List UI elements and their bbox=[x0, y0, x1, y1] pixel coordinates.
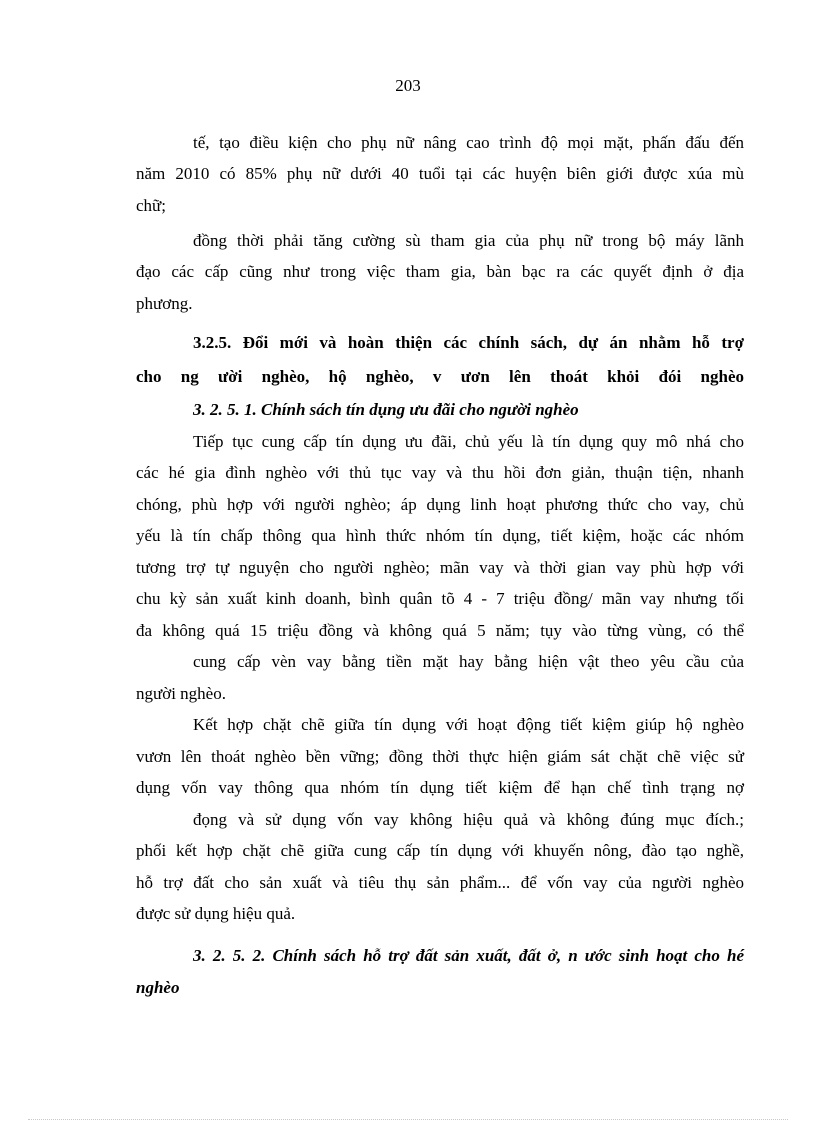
text-line: yếu là tín chấp thông qua hình thức nhóm tín dụng, tiết kiệm, hoặc các nhóm bbox=[136, 526, 744, 545]
subsection-heading: 3. 2. 5. 1. Chính sách tín dụng ưu đãi cho người nghèo bbox=[193, 400, 579, 419]
text-line: tương trợ tự nguyện cho người nghèo; mãn vay và thời gian vay phù hợp với bbox=[136, 558, 744, 577]
text-line: đồng thời phải tăng cường sù tham gia của phụ nữ trong bộ máy lãnh bbox=[193, 231, 744, 250]
text-line: hỗ trợ đất cho sản xuất và tiêu thụ sản phẩm... để vốn vay của người nghèo bbox=[136, 873, 744, 892]
text-line: năm 2010 có 85% phụ nữ dưới 40 tuổi tại các huyện biên giới được xúa mù bbox=[136, 164, 744, 183]
text-line: cung cấp vèn vay bằng tiền mặt hay bằng hiện vật theo yêu cầu của bbox=[193, 652, 744, 671]
text-line: phương. bbox=[136, 294, 193, 313]
text-line: chu kỳ sản xuất kinh doanh, bình quân tõ 4 - 7 triệu đồng/ mãn vay nhưng tối bbox=[136, 589, 744, 608]
subsection-heading: nghèo bbox=[136, 978, 180, 997]
text-line: phối kết hợp chặt chẽ giữa cung cấp tín dụng với khuyến nông, đào tạo nghề, bbox=[136, 841, 744, 860]
section-heading: cho ng ười nghèo, hộ nghèo, v ươn lên thoát khỏi đói nghèo bbox=[136, 367, 744, 386]
text-line: chữ; bbox=[136, 196, 166, 215]
text-line: vươn lên thoát nghèo bền vững; đồng thời thực hiện giám sát chặt chẽ việc sử bbox=[136, 747, 744, 766]
text-line: tế, tạo điều kiện cho phụ nữ nâng cao trình độ mọi mặt, phấn đấu đến bbox=[193, 133, 744, 152]
text-line: đa không quá 15 triệu đồng và không quá 5 năm; tụy vào từng vùng, có thể bbox=[136, 621, 744, 640]
text-line: Kết hợp chặt chẽ giữa tín dụng với hoạt động tiết kiệm giúp hộ nghèo bbox=[193, 715, 744, 734]
page-bottom-border bbox=[28, 1119, 788, 1120]
subsection-heading: 3. 2. 5. 2. Chính sách hỗ trợ đất sản xuất, đất ở, n ước sinh hoạt cho hé bbox=[193, 946, 744, 965]
text-line: được sử dụng hiệu quả. bbox=[136, 904, 296, 923]
text-line: dụng vốn vay thông qua nhóm tín dụng tiết kiệm để hạn chế tình trạng nợ bbox=[136, 778, 744, 797]
text-line: các hé gia đình nghèo với thủ tục vay và thu hồi đơn giản, thuận tiện, nhanh bbox=[136, 463, 744, 482]
text-line: đọng và sử dụng vốn vay không hiệu quả và không đúng mục đích.; bbox=[193, 810, 744, 829]
text-line: đạo các cấp cũng như trong việc tham gia, bàn bạc ra các quyết định ở địa bbox=[136, 262, 744, 281]
text-line: người nghèo. bbox=[136, 684, 226, 703]
text-line: Tiếp tục cung cấp tín dụng ưu đãi, chủ yếu là tín dụng quy mô nhá cho bbox=[193, 432, 744, 451]
section-heading: 3.2.5. Đổi mới và hoàn thiện các chính sách, dự án nhằm hỗ trợ bbox=[193, 333, 744, 352]
text-line: chóng, phù hợp với người nghèo; áp dụng linh hoạt phương thức cho vay, chủ bbox=[136, 495, 744, 514]
page-number: 203 bbox=[395, 76, 421, 95]
